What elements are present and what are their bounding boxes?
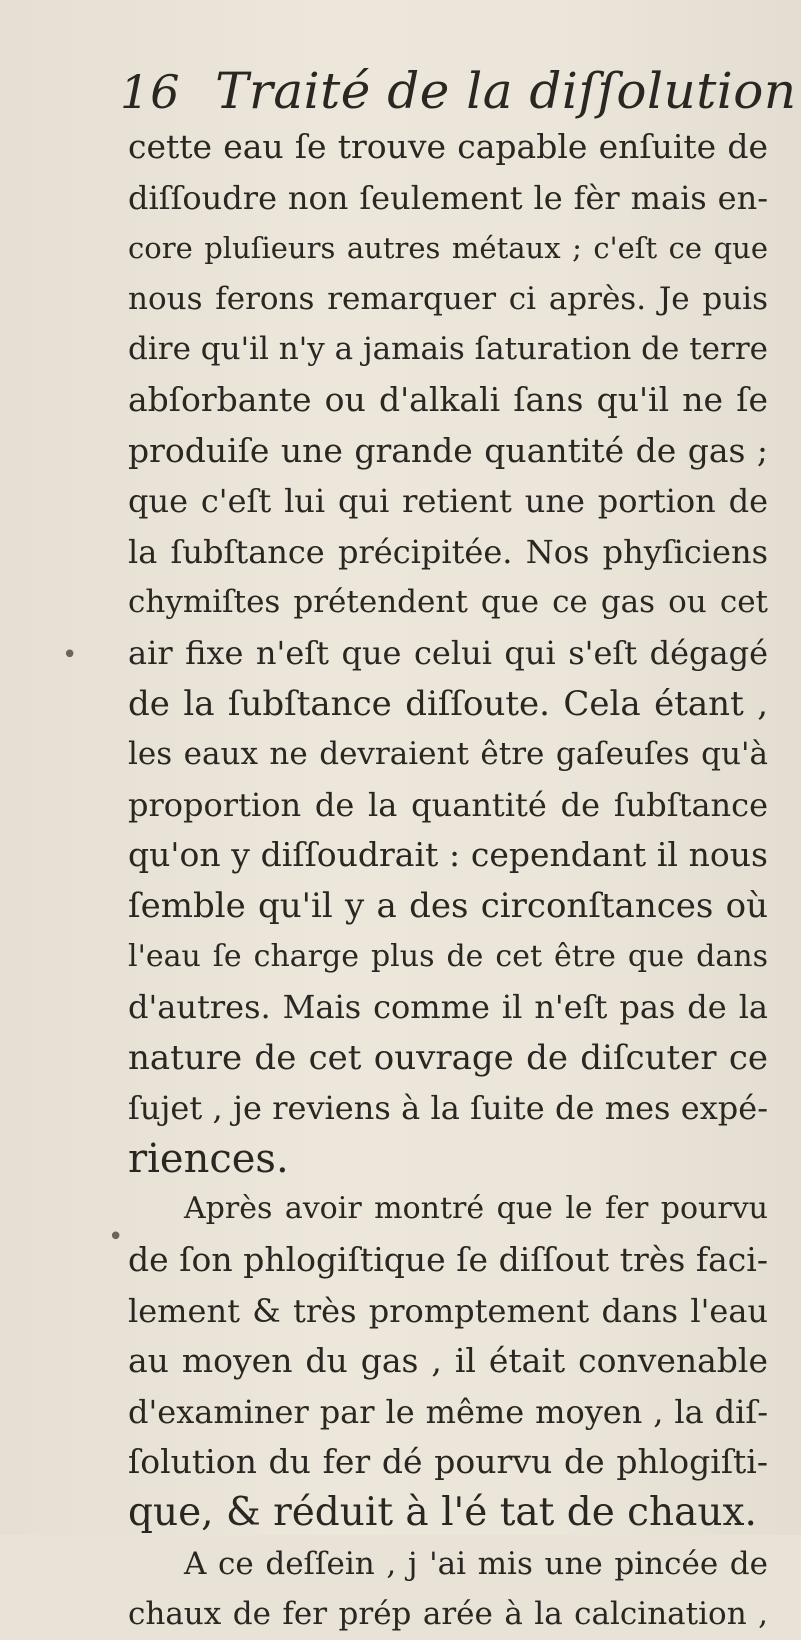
paragraph-2: [128, 1184, 768, 1538]
text-line: Après avoir montré que le fer pourvu: [184, 1191, 768, 1227]
text-line: que c'eſt lui qui retient une portion de: [128, 482, 768, 521]
text-line: nous ferons remarquer ci après. Je puis: [128, 280, 768, 317]
text-line: ſolution du fer dé pourvu de phlogiſti-: [128, 1442, 768, 1482]
text-line: la ſubſtance précipitée. Nos phyſiciens: [128, 532, 768, 571]
text-line: core pluſieurs autres métaux ; c'eſt ce que: [128, 231, 768, 266]
text-line: riences.: [128, 1135, 289, 1182]
text-line: qu'on y diſſoudrait : cependant il nous: [128, 835, 768, 875]
text-line: de la ſubſtance diſſoute. Cela étant ,: [128, 683, 768, 724]
text-line: dire qu'il n'y a jamais ſaturation de terre: [128, 331, 768, 368]
text-line: proportion de la quantité de ſubſtance: [128, 785, 768, 824]
text-line: les eaux ne devraient être gaſeuſes qu'à: [128, 736, 768, 773]
margin-speck: •: [62, 640, 78, 670]
text-line: diſſoudre non ſeulement le fèr mais en-: [128, 178, 768, 217]
text-line: nature de cet ouvrage de diſcuter ce: [128, 1037, 768, 1078]
text-line: au moyen du gas , il était convenable: [128, 1341, 768, 1381]
text-line: de ſon phlogiſtique ſe diſſout très faci-: [128, 1240, 768, 1280]
text-line: d'examiner par le même moyen , la diſ-: [128, 1392, 768, 1431]
text-line: air fixe n'eſt que celui qui s'eſt dégagé: [128, 633, 768, 672]
text-line: chaux de fer prép arée à la calcination ,: [128, 1596, 768, 1633]
paragraph-3: [128, 1539, 768, 1640]
text-line: lement & très promptement dans l'eau: [128, 1291, 768, 1330]
margin-speck: •: [108, 1222, 124, 1252]
text-line: l'eau ſe charge plus de cet être que dans: [128, 938, 768, 974]
text-line: ſemble qu'il y a des circonſtances où: [128, 885, 768, 926]
text-line: cette eau ſe trouve capable enſuite de: [128, 127, 768, 166]
text-line: ſujet , je reviens à la ſuite de mes expé-: [128, 1089, 768, 1128]
text-line: abſorbante ou d'alkali ſans qu'il ne ſe: [128, 379, 768, 419]
page-number: 16: [120, 65, 181, 119]
paragraph-1: [128, 122, 768, 1184]
running-title: Traité de la diſſolution: [215, 62, 797, 120]
text-line: produiſe une grande quantité de gas ;: [128, 430, 768, 470]
body-text: [128, 122, 768, 1640]
text-line: que, & réduit à l'é tat de chaux.: [128, 1490, 757, 1536]
text-line: chymiſtes prétendent que ce gas ou cet: [128, 584, 768, 621]
text-line: d'autres. Mais comme il n'eſt pas de la: [128, 988, 768, 1027]
page-header: [120, 62, 797, 122]
text-line: A ce deſſein , j 'ai mis une pincée de: [184, 1545, 768, 1582]
